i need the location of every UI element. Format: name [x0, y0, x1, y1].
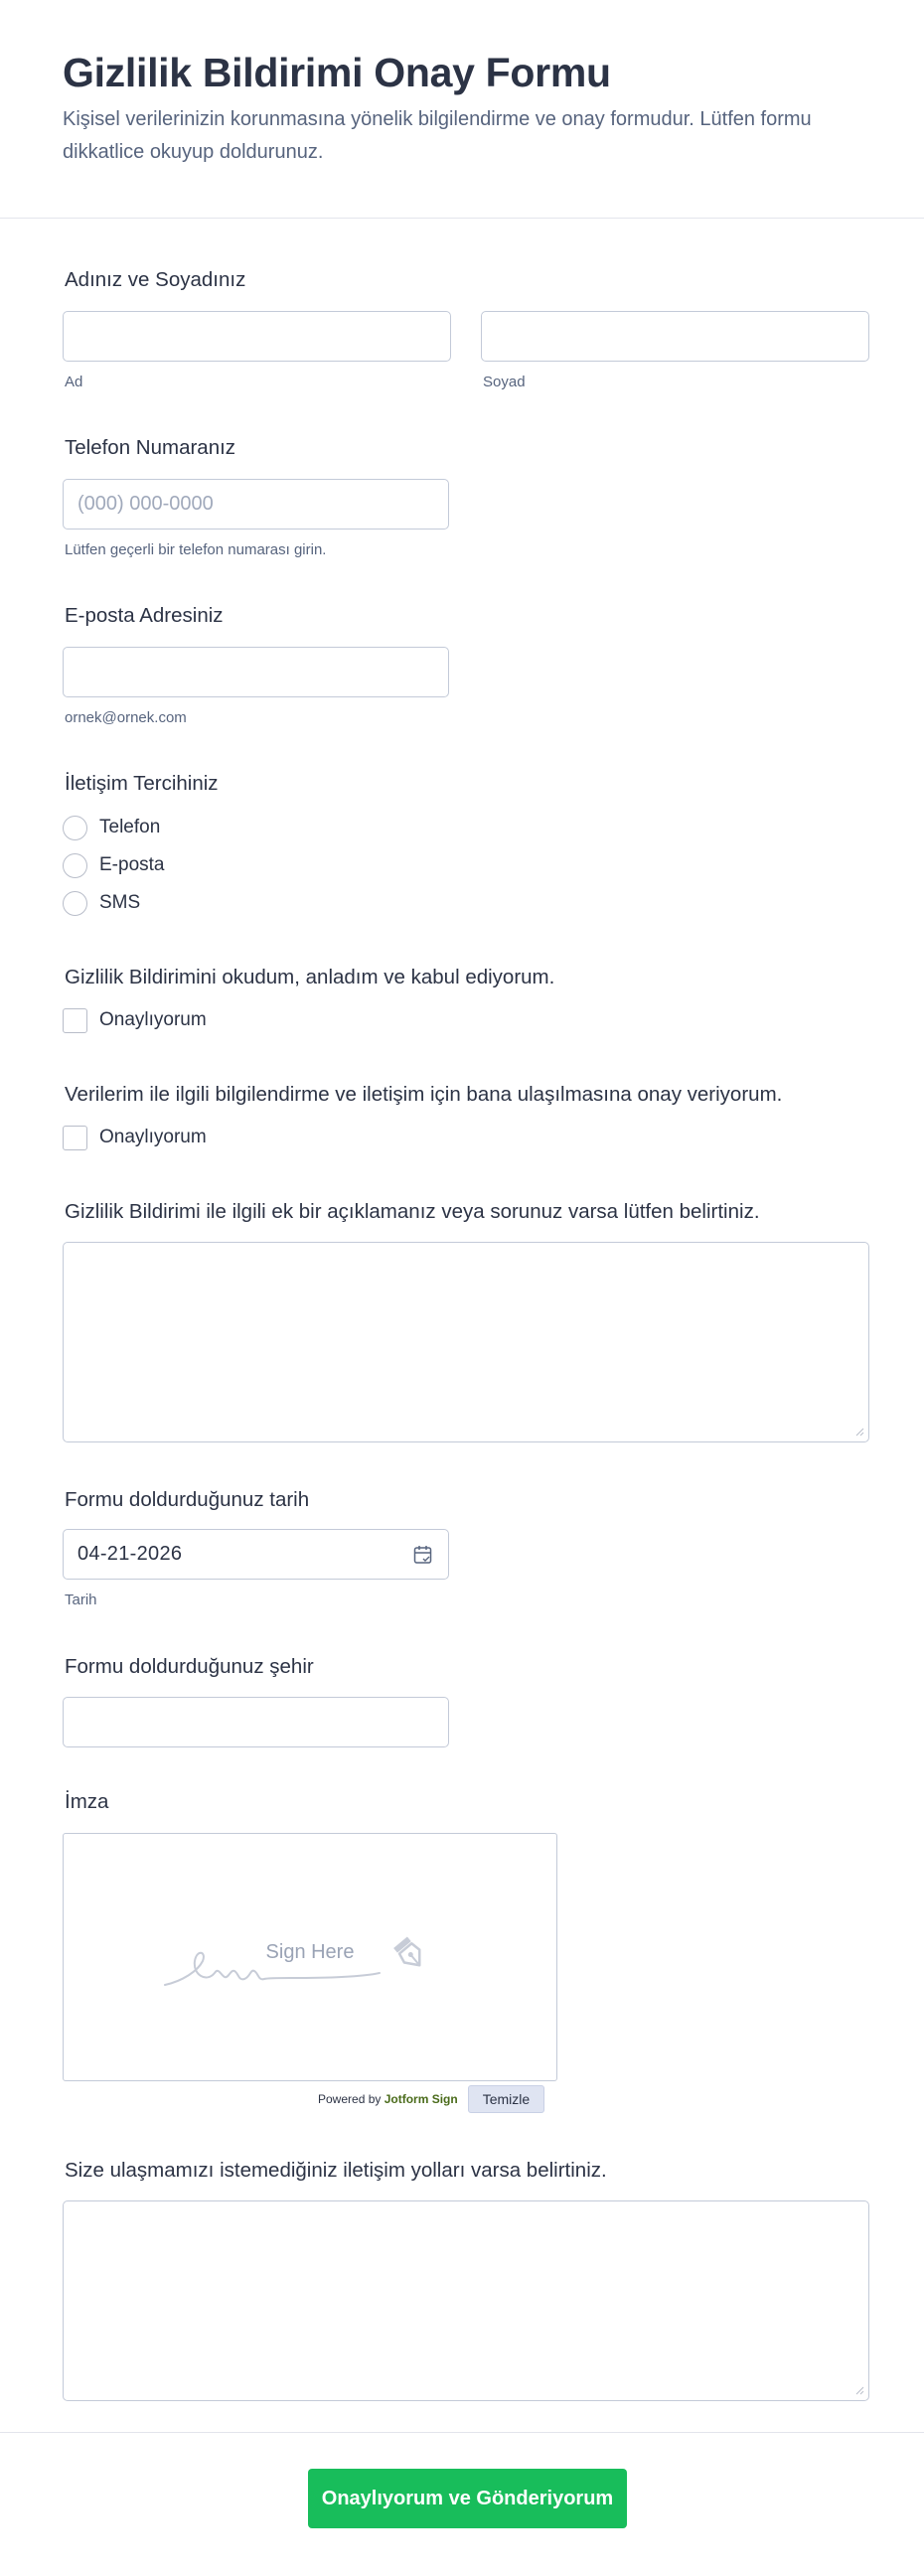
- contact-consent-checkbox[interactable]: [63, 1126, 87, 1150]
- privacy-consent-checkbox[interactable]: [63, 1008, 87, 1033]
- email-input[interactable]: [63, 647, 449, 697]
- phone-label: Telefon Numaranız: [65, 436, 236, 459]
- privacy-consent-checkbox-row[interactable]: [63, 1007, 207, 1033]
- signature-placeholder: Sign Here: [265, 1941, 355, 1963]
- date-input[interactable]: [63, 1529, 449, 1580]
- resize-grip-icon[interactable]: [854, 1427, 864, 1437]
- contact-preference-label: İletişim Tercihiniz: [65, 772, 219, 795]
- contact-consent-label: Verilerim ile ilgili bilgilendirme ve iletişim için bana ulaşılmasına onay veriyorum.: [65, 1083, 783, 1106]
- signature-label: İmza: [65, 1790, 109, 1813]
- comments-label: Gizlilik Bildirimi ile ilgili ek bir açıklamanız veya sorunuz varsa lütfen belirtiniz.: [65, 1200, 760, 1223]
- checkbox-label: Onaylıyorum: [99, 1009, 207, 1030]
- name-label: Adınız ve Soyadınız: [65, 268, 246, 291]
- jotform-sign-brand: Jotform Sign: [384, 2092, 458, 2106]
- checkbox-label: Onaylıyorum: [99, 1127, 207, 1147]
- phone-sublabel: Lütfen geçerli bir telefon numarası girin.: [65, 541, 327, 558]
- footer-divider: [0, 2432, 924, 2433]
- signature-pad[interactable]: [63, 1833, 557, 2081]
- date-label: Formu doldurduğunuz tarih: [65, 1488, 310, 1511]
- signature-footer: [318, 2085, 544, 2113]
- radio-option-label: SMS: [99, 892, 141, 913]
- email-sublabel: ornek@ornek.com: [65, 709, 187, 726]
- powered-by-text: Powered by Jotform Sign: [318, 2092, 458, 2106]
- privacy-consent-label: Gizlilik Bildirimini okudum, anladım ve kabul ediyorum.: [65, 966, 555, 988]
- radio-option-sms[interactable]: [63, 890, 140, 916]
- date-sublabel: Tarih: [65, 1591, 97, 1608]
- email-label: E-posta Adresiniz: [65, 604, 224, 627]
- last-name-input[interactable]: [481, 311, 869, 362]
- form-title: Gizlilik Bildirimi Onay Formu: [63, 50, 611, 95]
- clear-signature-button[interactable]: Temizle: [468, 2085, 544, 2113]
- city-label: Formu doldurduğunuz şehir: [65, 1655, 314, 1678]
- first-name-sublabel: Ad: [65, 374, 83, 390]
- date-value: 04-21-2026: [77, 1543, 183, 1565]
- radio-option-label: E-posta: [99, 854, 165, 875]
- radio-option-phone[interactable]: [63, 815, 160, 840]
- calendar-icon[interactable]: [412, 1544, 434, 1566]
- radio-option-email[interactable]: [63, 852, 164, 878]
- unwanted-channels-label: Size ulaşmamızı istemediğiniz iletişim yolları varsa belirtiniz.: [65, 2159, 607, 2182]
- radio-option-label: Telefon: [99, 817, 161, 837]
- last-name-sublabel: Soyad: [483, 374, 526, 390]
- radio-button[interactable]: [63, 853, 87, 878]
- resize-grip-icon[interactable]: [854, 2385, 864, 2395]
- form-header: [0, 0, 924, 219]
- phone-input[interactable]: [63, 479, 449, 530]
- radio-button[interactable]: [63, 816, 87, 840]
- submit-button[interactable]: Onaylıyorum ve Gönderiyorum: [308, 2469, 627, 2528]
- first-name-input[interactable]: [63, 311, 451, 362]
- radio-button[interactable]: [63, 891, 87, 916]
- contact-consent-checkbox-row[interactable]: [63, 1125, 207, 1150]
- comments-textarea[interactable]: [63, 1242, 869, 1442]
- unwanted-channels-textarea[interactable]: [63, 2200, 869, 2401]
- city-input[interactable]: [63, 1697, 449, 1747]
- signature-scribble-icon: [163, 1933, 461, 1993]
- form-description: Kişisel verilerinizin korunmasına yönelik bilgilendirme ve onay formudur. Lütfen formu dikkatlice okuyup doldurunuz.: [63, 108, 812, 163]
